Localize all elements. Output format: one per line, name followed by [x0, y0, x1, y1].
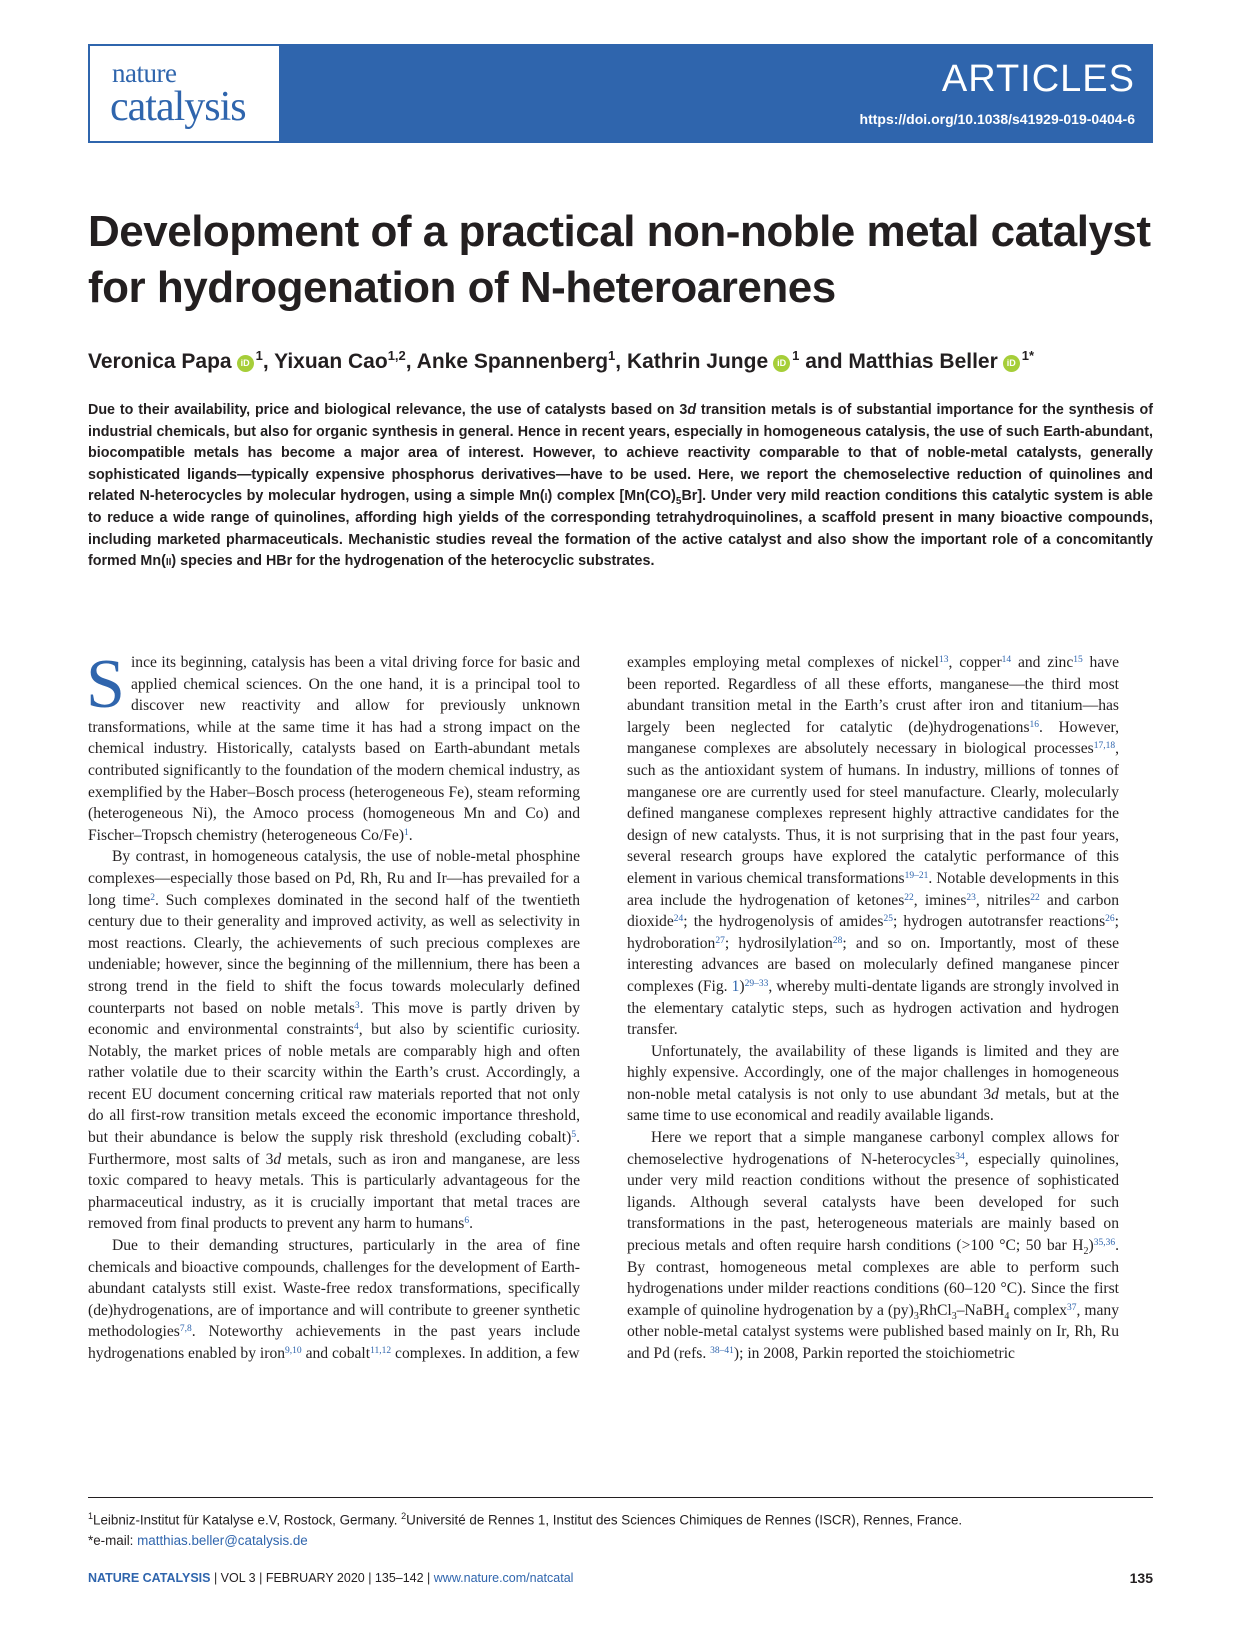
paragraph-text: , whereby multi-dentate ligands are strongly involved in the elementary catalytic steps, such as hydrogen activation and hydrogen transfer. [627, 977, 1119, 1039]
orcid-icon[interactable]: iD [773, 355, 790, 372]
paragraph-text: metals, such as iron and manganese, are less toxic compared to heavy metals. This is particularly advantageous for the pharmaceutical industry, as it is crucially important that metal traces are removed from final products to prevent any harm to humans [88, 1150, 580, 1233]
body-column-left [86, 646, 580, 1365]
citation-ref[interactable]: 25 [883, 914, 893, 925]
logo-line-nature: nature [112, 58, 177, 88]
citation-ref[interactable]: 22 [904, 892, 914, 903]
abstract-subscript: 5 [675, 496, 682, 508]
paragraph-text: . This move is partly driven by economic and environmental constraints [88, 999, 580, 1039]
paragraph-text: . However, manganese complexes are absolutely necessary in biological processes [627, 718, 1119, 758]
citation-ref[interactable]: 7,8 [179, 1324, 192, 1335]
email-label: *e-mail: [88, 1533, 138, 1549]
affiliation-mark: 1 [88, 1511, 94, 1521]
author-name: Kathrin Junge [626, 350, 769, 373]
paragraph-text: and zinc [1011, 654, 1074, 671]
author-name: Matthias Beller [848, 350, 998, 373]
citation-ref[interactable]: 26 [1105, 914, 1115, 925]
footer-issue-details: | VOL 3 | FEBRUARY 2020 | 135–142 | [210, 1571, 434, 1585]
citation-ref[interactable]: 35,36 [1093, 1238, 1116, 1249]
subscript: 2 [1083, 1246, 1089, 1258]
footnote-divider [88, 1497, 1153, 1498]
paragraph-text: and cobalt [301, 1345, 371, 1362]
author-conjunction: and [805, 350, 843, 373]
author-name: Yixuan Cao [274, 350, 388, 373]
citation-ref[interactable]: 34 [955, 1151, 965, 1162]
citation-ref[interactable]: 37 [1067, 1302, 1077, 1313]
paragraph-text: By contrast, in homogeneous catalysis, the use of noble-metal phosphine complexes—especially those based on Pd, Rh, Ru and Ir—has prevailed for a long time [88, 848, 580, 909]
abstract-text: ) complex [Mn(CO) [547, 488, 676, 505]
email-link[interactable]: matthias.beller@catalysis.de [137, 1533, 308, 1549]
paragraph-text: . By contrast, homogeneous metal complexes are able to perform such hydrogenations under milder reactions conditions (60–120 °C). Since the first example of quinoline hydrogenation by a (py) [627, 1237, 1119, 1319]
orcid-icon[interactable]: iD [237, 355, 254, 372]
citation-ref[interactable]: 23 [966, 892, 976, 903]
paragraph-text: ; and so on. Importantly, most of these interesting advances are based on molecularly defined manganese pincer complexes (Fig. [627, 934, 1119, 995]
paragraph-text: . Notable developments in this area include the hydrogenation of ketones [627, 869, 1119, 909]
citation-ref[interactable]: 9,10 [285, 1346, 302, 1356]
doi-link[interactable]: https://doi.org/10.1038/s41929-019-0404-6 [859, 111, 1135, 127]
section-label: ARTICLES [941, 58, 1135, 100]
paragraph-text: . [469, 1215, 473, 1233]
paragraph-text: , nitriles [975, 891, 1031, 909]
author-name: Anke Spannenberg [416, 350, 609, 373]
paragraph-text: . Such complexes dominated in the second half of the twentieth century due to their generality and improved activity, as well as selectivity in most reactions. Clearly, the achievements of such precious complexes are undeniable; however, since the beginning of the millennium, there has been a strong trend in the field to shift the focus towards molecularly defined counterparts not based on noble metals [88, 891, 580, 1017]
citation-ref[interactable]: 22 [1030, 892, 1040, 903]
subscript: 3 [913, 1310, 919, 1322]
footer-journal-url[interactable]: www.nature.com/natcatal [433, 1571, 574, 1585]
citation-ref[interactable]: 3 [354, 1000, 360, 1011]
citation-ref[interactable]: 19–21 [904, 870, 929, 881]
author-affiliation: 1* [1021, 348, 1035, 363]
paragraph-text: . Furthermore, most salts of 3 [88, 1129, 580, 1168]
footer-journal-name: NATURE CATALYSIS [88, 1571, 211, 1585]
abstract-text: transition metals is of substantial importance for the synthesis of industrial chemicals, but also for organic synthesis in general. Hence in recent years, especially in homogeneous catalysis, the use of such Earth-abundant, biocompatible metals has become a major area of interest. However, to achieve reactivity comparable to that of noble-metal catalysts, generally sophisticated ligands—typically expensive phosphorus derivatives—have to be used. Here, we report the chemoselective reduction of quinolines and related N-heterocycles by molecular hydrogen, using a simple Mn( [88, 402, 1153, 505]
paragraph-text: . Noteworthy achievements in the past years include hydrogenations enabled by iron [88, 1323, 580, 1362]
paragraph [88, 846, 580, 1235]
paragraph-text: Due to their demanding structures, particularly in the area of fine chemicals and bioactive compounds, challenges for the development of Earth-abundant catalysts still exist. Waste-free redox transformations, specifically (de)hydrogenations, are of importance and will contribute to greener synthetic methodologies [88, 1237, 580, 1341]
paragraph-text: have been reported. Regardless of all these efforts, manganese—the third most abundant transition metal in the Earth’s crust after iron and titanium—has largely been neglected for catalytic (de)hydrogenations [627, 654, 1119, 736]
citation-ref[interactable]: 1 [404, 827, 409, 838]
paragraph-text: ) [1088, 1237, 1094, 1255]
citation-ref[interactable]: 29–33 [744, 978, 769, 989]
affiliation-text: Université de Rennes 1, Institut des Sciences Chimiques de Rennes (ISCR), Rennes, France. [406, 1512, 963, 1528]
citation-ref[interactable]: 15 [1073, 655, 1083, 665]
author-name: Veronica Papa [88, 350, 232, 373]
page-number: 135 [1129, 1570, 1153, 1586]
paragraph-text: , imines [913, 891, 967, 909]
paragraph [88, 1235, 580, 1365]
abstract-roman-numeral: i [544, 488, 548, 505]
paragraph-text: . [408, 826, 413, 844]
article-title: Development of a practical non-noble metal catalyst for hydrogenation of N-heteroarenes [88, 207, 1151, 312]
affiliations-footnote [88, 1506, 1153, 1551]
citation-ref[interactable]: 13 [939, 655, 949, 665]
logo-line-catalysis: catalysis [110, 84, 246, 130]
citation-ref[interactable]: 4 [354, 1022, 359, 1033]
paragraph-text: , many other noble-metal catalyst systems were published based mainly on Ir, Rh, Ru and Pd (refs. [627, 1301, 1119, 1362]
drop-cap: S [86, 646, 125, 723]
subscript: 4 [1004, 1310, 1010, 1322]
paragraph-italic: d [991, 1085, 999, 1103]
paragraph-text: ; hydroboration [627, 913, 1119, 952]
paragraph-text: , especially quinolines, under very mild reaction conditions without the presence of sophisticated ligands. Although several catalysts have been developed for such transformations in the past, heterogeneous materials are mainly based on precious metals and often require harsh conditions (>100 °C; 50 bar H [627, 1150, 1119, 1255]
paragraph-text: ); in 2008, Parkin reported the stoichiometric [733, 1345, 1015, 1362]
journal-logo [90, 46, 279, 141]
citation-ref[interactable]: 17,18 [1093, 741, 1116, 752]
paragraph-text: –NaBH [956, 1301, 1005, 1319]
paragraph-text: examples employing metal complexes of nickel [627, 654, 940, 671]
citation-ref[interactable]: 6 [464, 1216, 470, 1227]
paragraph [86, 646, 580, 846]
citation-ref[interactable]: 28 [832, 935, 843, 946]
abstract-text: Due to their availability, price and biological relevance, the use of catalysts based on 3 [88, 402, 688, 418]
paragraph-text: , but also by scientific curiosity. Notably, the market prices of noble metals are comparably high and often rather volatile due to their scarcity within the Earth’s crust. Accordingly, a recent EU document concerning critical raw materials reported that not only do all first-row transition metals exceed the economic importance threshold, but their abundance is below the supply risk threshold (excluding cobalt) [88, 1021, 580, 1147]
abstract-text: Br]. Under very mild reaction conditions this catalytic system is able to reduce a wide range of quinolines, affording high yields of the corresponding tetrahydroquinolines, a scaffold present in many bioactive compounds, including marketed pharmaceuticals. Mechanistic studies reveal the formation of the active catalyst and also show the important role of a concomitantly formed Mn( [88, 488, 1153, 570]
citation-ref[interactable]: 27 [715, 935, 725, 946]
author-list: Veronica Papa iD $^1$, Yixuan Cao$^{1,2}$, Anke Spannenberg$^1$, Kathrin Junge iD $^1$ and Matthias Beller iD $^{1*}$ [88, 348, 1035, 373]
citation-ref[interactable]: 38–41 [710, 1346, 734, 1356]
paragraph [627, 1041, 1119, 1127]
subscript: 3 [951, 1310, 957, 1322]
abstract-roman-numeral: ii [165, 553, 172, 570]
citation-ref[interactable]: 2 [150, 892, 156, 903]
paragraph-text: , copper [948, 654, 1002, 671]
body-column-right [627, 652, 1119, 1365]
abstract [88, 400, 1153, 573]
paragraph-text: ; hydrogen autotransfer reactions [892, 913, 1106, 931]
paragraph-text: Unfortunately, the availability of these ligands is limited and they are highly expensive. Accordingly, one of the major challenges in homogeneous non-noble metal catalysis is not only to use abundant 3 [627, 1042, 1119, 1103]
author-affiliation: 1 [792, 348, 800, 363]
author-affiliation: 1 [608, 348, 616, 363]
paragraph-text: complex [1009, 1301, 1068, 1319]
paragraph-text: ; the hydrogenolysis of amides [683, 913, 884, 931]
paragraph-text: complexes. In addition, a few [391, 1345, 580, 1362]
orcid-icon[interactable]: iD [1003, 355, 1020, 372]
paragraph-text: , such as the antioxidant system of humans. In industry, millions of tonnes of manganese ore are currently used for steel manufacture. Clearly, molecularly defined manganese complexes represent highly attractive candidates for the design of new catalysts. Thus, it is not surprising that in the past four years, several research groups have explored the catalytic performance of this element in various chemical transformations [627, 740, 1119, 887]
affiliation-mark: 2 [401, 1511, 407, 1521]
paragraph-text: RhCl [918, 1301, 952, 1319]
page-footer [88, 1568, 1153, 1588]
abstract-italic: d [687, 402, 697, 418]
citation-ref[interactable]: 16 [1029, 719, 1040, 730]
author-affiliation: 1,2 [387, 348, 406, 363]
figure-link[interactable]: 1 [731, 977, 740, 995]
author-affiliation: 1 [255, 348, 263, 363]
paragraph [627, 652, 1119, 1041]
paragraph-text: Here we report that a simple manganese carbonyl complex allows for chemoselective hydrogenations of N-heterocycles [627, 1129, 1119, 1168]
paragraph-text: metals, but at the same time to use economical and readily available ligands. [627, 1085, 1119, 1125]
citation-ref[interactable]: 11,12 [370, 1346, 392, 1356]
paragraph-text: ) [739, 977, 745, 995]
affiliation-text: Leibniz-Institut für Katalyse e.V, Rostock, Germany. [93, 1512, 402, 1528]
paragraph [627, 1127, 1119, 1365]
paragraph-text: ince its beginning, catalysis has been a vital driving force for basic and applied chemical sciences. On the one hand, it is a principal tool to discover new reactivity and allow for previously unknown transformations, while at the same time it has had a strong impact on the chemical industry. Historically, catalysts based on Earth-abundant metals contributed significantly to the foundation of the modern chemical industry, as exemplified by the Haber–Bosch process (heterogeneous Fe), steam reforming (heterogeneous Ni), the Amoco process (homogeneous Mn and Co) and Fischer–Tropsch chemistry (heterogeneous Co/Fe) [88, 654, 580, 844]
paragraph-text: ; hydrosilylation [724, 934, 833, 952]
citation-ref[interactable]: 14 [1001, 655, 1012, 665]
citation-ref[interactable]: 5 [571, 1130, 577, 1141]
paragraph-text: and carbon dioxide [627, 891, 1119, 931]
citation-ref[interactable]: 24 [673, 914, 684, 925]
paragraph-italic: d [273, 1150, 282, 1168]
abstract-text: ) species and HBr for the hydrogenation of the heterocyclic substrates. [171, 553, 655, 570]
